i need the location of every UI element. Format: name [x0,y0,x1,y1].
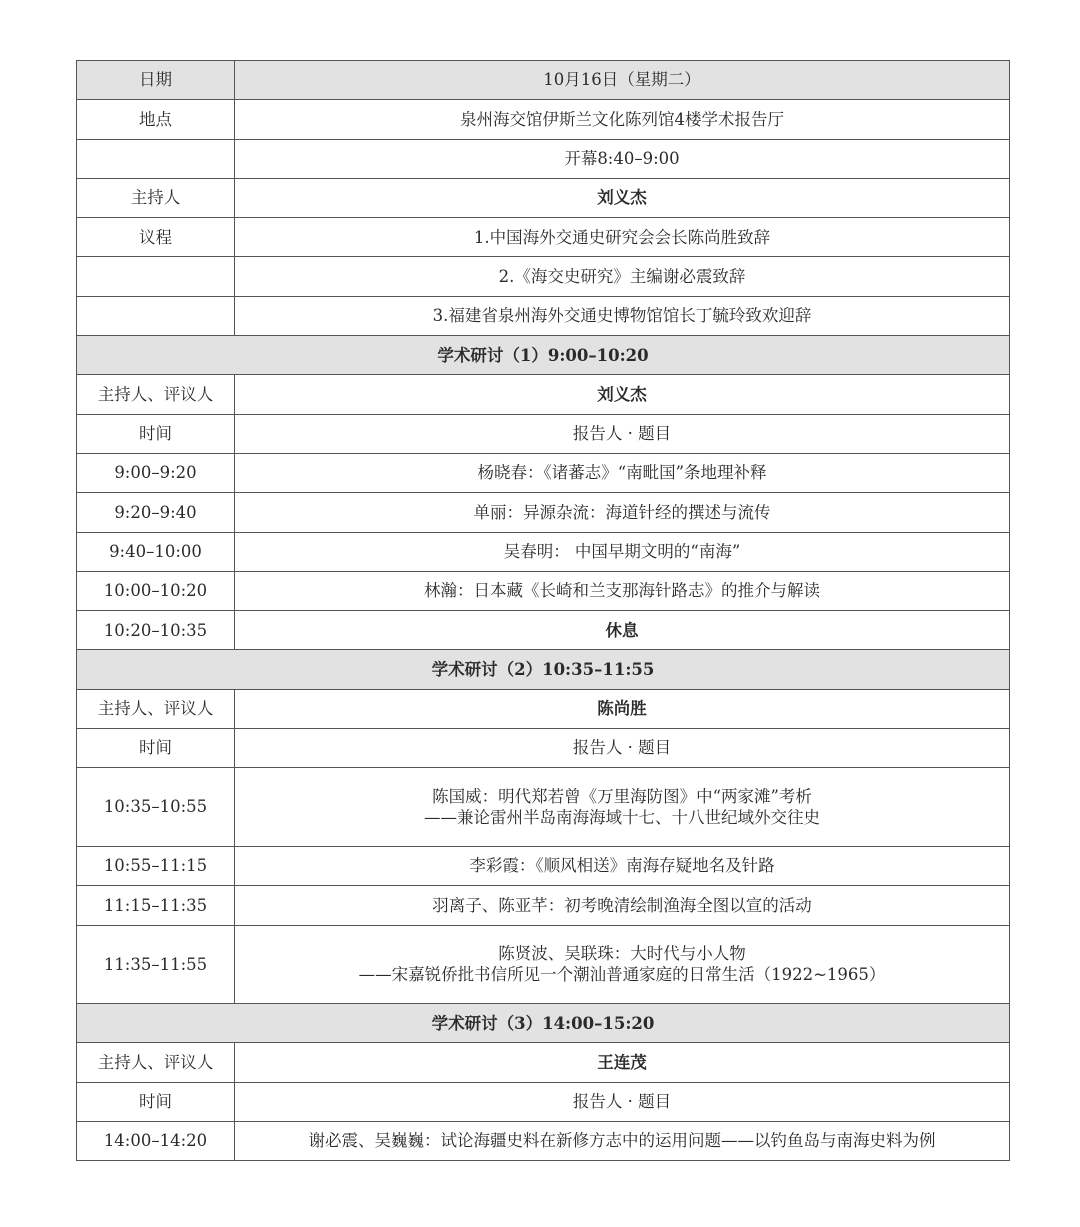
talk-row [77,453,1010,492]
date-row [77,61,1010,100]
opening-row [77,139,1010,178]
session-header [77,336,1010,375]
talk-row [77,1122,1010,1161]
talk-time: 10:20–10:35 [77,611,235,650]
talk-time: 9:40–10:00 [77,532,235,571]
host-name: 刘义杰 [235,375,1010,414]
talk-title: 陈贤波、吴联珠：大时代与小人物 [498,943,746,963]
agenda-item: 1.中国海外交通史研究会会长陈尚胜致辞 [235,218,1010,257]
date-label: 日期 [77,61,235,100]
talk-row [77,925,1010,1004]
talk-row [77,768,1010,847]
location-label: 地点 [77,100,235,139]
talk-header: 报告人 · 题目 [235,1082,1010,1121]
session-header [77,650,1010,689]
talk-cell [235,925,1010,1004]
talk-row [77,846,1010,885]
column-header-row [77,729,1010,768]
talk-time: 10:55–11:15 [77,846,235,885]
talk-title: 李彩霞：《顺风相送》南海存疑地名及针路 [235,846,1010,885]
talk-row [77,886,1010,925]
talk-row [77,571,1010,610]
session-title: 学术研讨（3）14:00–15:20 [77,1004,1010,1043]
talk-title: 林瀚：日本藏《长崎和兰支那海针路志》的推介与解读 [235,571,1010,610]
talk-subtitle: ——兼论雷州半岛南海海域十七、十八世纪域外交往史 [424,808,820,828]
time-header: 时间 [77,729,235,768]
talk-title: 陈国威：明代郑若曾《万里海防图》中“两家滩”考析 [432,786,812,806]
location-value: 泉州海交馆伊斯兰文化陈列馆4楼学术报告厅 [235,100,1010,139]
talk-time: 9:00–9:20 [77,453,235,492]
host-name: 陈尚胜 [235,689,1010,728]
agenda-row [77,296,1010,335]
host-name: 王连茂 [235,1043,1010,1082]
agenda-item: 3.福建省泉州海外交通史博物馆馆长丁毓玲致欢迎辞 [235,296,1010,335]
session-host-row [77,689,1010,728]
agenda-item: 2.《海交史研究》主编谢必震致辞 [235,257,1010,296]
break-row [77,611,1010,650]
talk-title: 吴春明： 中国早期文明的“南海” [235,532,1010,571]
empty-cell [77,139,235,178]
agenda-row [77,218,1010,257]
session-header [77,1004,1010,1043]
talk-title: 羽离子、陈亚芊：初考晚清绘制渔海全图以宣的活动 [235,886,1010,925]
host-label: 主持人、评议人 [77,689,235,728]
host-label: 主持人、评议人 [77,375,235,414]
talk-title: 单丽：异源杂流：海道针经的撰述与流传 [235,493,1010,532]
talk-time: 10:00–10:20 [77,571,235,610]
session-host-row [77,1043,1010,1082]
talk-subtitle: ——宋嘉锐侨批书信所见一个潮汕普通家庭的日常生活（1922~1965） [358,965,886,985]
talk-row [77,532,1010,571]
host-label: 主持人 [77,178,235,217]
talk-time: 10:35–10:55 [77,768,235,847]
talk-row [77,493,1010,532]
date-value: 10月16日（星期二） [235,61,1010,100]
agenda-row [77,257,1010,296]
column-header-row [77,414,1010,453]
talk-cell [235,768,1010,847]
opening-host-row [77,178,1010,217]
location-row [77,100,1010,139]
empty-cell [77,296,235,335]
host-label: 主持人、评议人 [77,1043,235,1082]
agenda-label: 议程 [77,218,235,257]
talk-time: 14:00–14:20 [77,1122,235,1161]
break-label: 休息 [235,611,1010,650]
empty-cell [77,257,235,296]
talk-title: 杨晓春：《诸蕃志》“南毗国”条地理补释 [235,453,1010,492]
talk-time: 11:35–11:55 [77,925,235,1004]
talk-title: 谢必震、吴巍巍：试论海疆史料在新修方志中的运用问题——以钓鱼岛与南海史料为例 [235,1122,1010,1161]
column-header-row [77,1082,1010,1121]
time-header: 时间 [77,1082,235,1121]
conference-schedule-table [76,60,1010,1161]
opening-time: 开幕8:40–9:00 [235,139,1010,178]
talk-header: 报告人 · 题目 [235,414,1010,453]
session-title: 学术研讨（2）10:35–11:55 [77,650,1010,689]
talk-header: 报告人 · 题目 [235,729,1010,768]
talk-time: 9:20–9:40 [77,493,235,532]
host-name: 刘义杰 [235,178,1010,217]
session-title: 学术研讨（1）9:00–10:20 [77,336,1010,375]
time-header: 时间 [77,414,235,453]
talk-time: 11:15–11:35 [77,886,235,925]
session-host-row [77,375,1010,414]
